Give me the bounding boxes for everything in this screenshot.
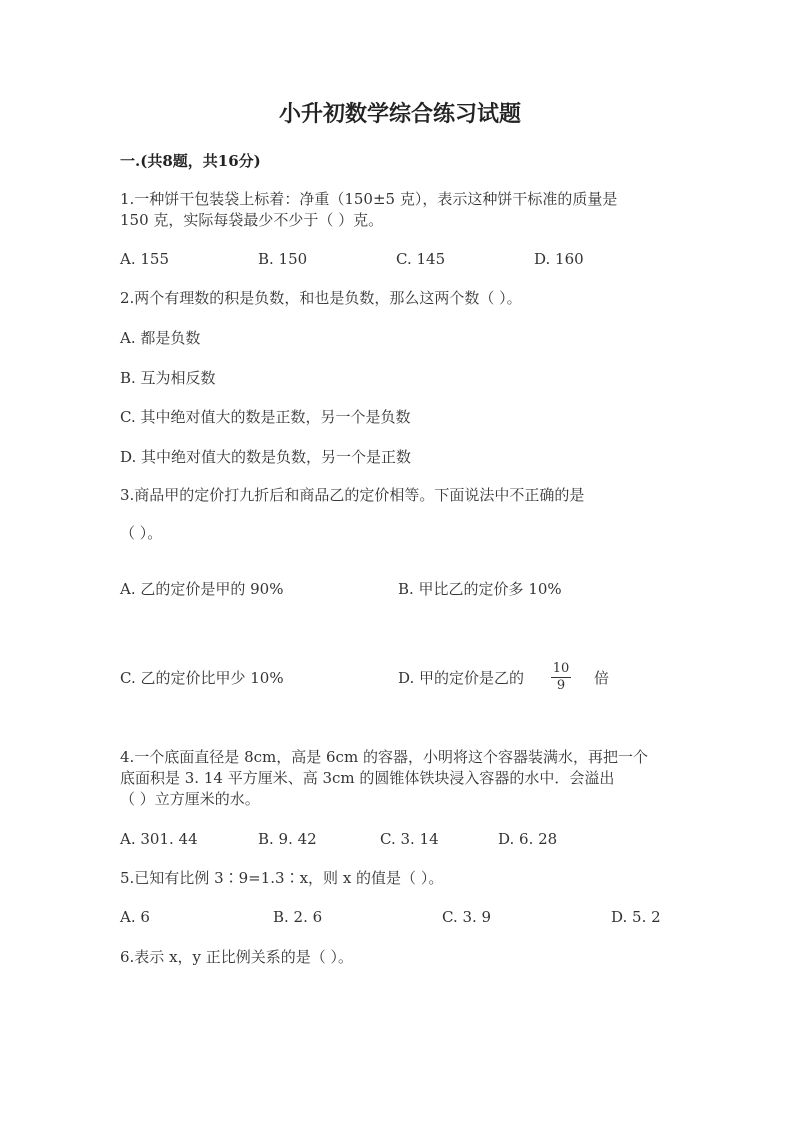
question-4-option-b: B. 9. 42 xyxy=(258,830,317,848)
question-3-option-b: B. 甲比乙的定价多 10% xyxy=(398,580,562,598)
question-4-option-a: A. 301. 44 xyxy=(120,830,198,848)
question-4-line-2: 底面积是 3. 14 平方厘米、高 3cm 的圆锥体铁块浸入容器的水中．会溢出 xyxy=(120,769,615,787)
question-2-option-c: C. 其中绝对值大的数是正数，另一个是负数 xyxy=(120,408,411,426)
question-5-stem: 5.已知有比例 3∶9=1.3∶x，则 x 的值是（ ）。 xyxy=(120,869,444,887)
question-5-option-a: A. 6 xyxy=(120,908,150,926)
question-2-option-a: A. 都是负数 xyxy=(120,329,201,347)
question-1-option-b: B. 150 xyxy=(258,250,308,268)
question-3-option-d: D. 甲的定价是乙的 xyxy=(398,669,525,687)
fraction-numerator: 10 xyxy=(552,661,570,676)
question-1-line-1: 1.一种饼干包装袋上标着：净重（150±5 克），表示这种饼干标准的质量是 xyxy=(120,190,618,208)
question-4-option-c: C. 3. 14 xyxy=(380,830,439,848)
question-1-option-a: A. 155 xyxy=(120,250,169,268)
question-3-option-c: C. 乙的定价比甲少 10% xyxy=(120,669,284,687)
question-5-option-d: D. 5. 2 xyxy=(611,908,661,926)
fraction-ten-ninths xyxy=(551,662,571,693)
question-3-option-a: A. 乙的定价是甲的 90% xyxy=(120,580,284,598)
question-3-option-d-suffix: 倍 xyxy=(594,669,610,687)
question-3-line-2: （ ）。 xyxy=(120,524,163,542)
question-2-option-b: B. 互为相反数 xyxy=(120,369,216,387)
question-5-option-c: C. 3. 9 xyxy=(442,908,492,926)
question-2-option-d: D. 其中绝对值大的数是负数，另一个是正数 xyxy=(120,448,412,466)
section-heading: 一.(共8题，共16分) xyxy=(120,152,261,170)
question-6-stem: 6.表示 x，y 正比例关系的是（ ）。 xyxy=(120,948,354,966)
question-1-option-d: D. 160 xyxy=(534,250,584,268)
question-4-line-3: （ ）立方厘米的水。 xyxy=(120,790,260,808)
fraction-denominator: 9 xyxy=(556,678,566,693)
question-3-line-1: 3.商品甲的定价打九折后和商品乙的定价相等。下面说法中不正确的是 xyxy=(120,486,585,504)
question-4-option-d: D. 6. 28 xyxy=(498,830,558,848)
question-2-stem: 2.两个有理数的积是负数，和也是负数，那么这两个数（ ）。 xyxy=(120,289,522,307)
question-1-line-2: 150 克，实际每袋最少不少于（ ）克。 xyxy=(120,211,384,229)
question-1-option-c: C. 145 xyxy=(396,250,446,268)
question-5-option-b: B. 2. 6 xyxy=(273,908,323,926)
exam-title: 小升初数学综合练习试题 xyxy=(278,101,521,127)
question-4-line-1: 4.一个底面直径是 8cm，高是 6cm 的容器，小明将这个容器装满水，再把一个 xyxy=(120,748,648,766)
